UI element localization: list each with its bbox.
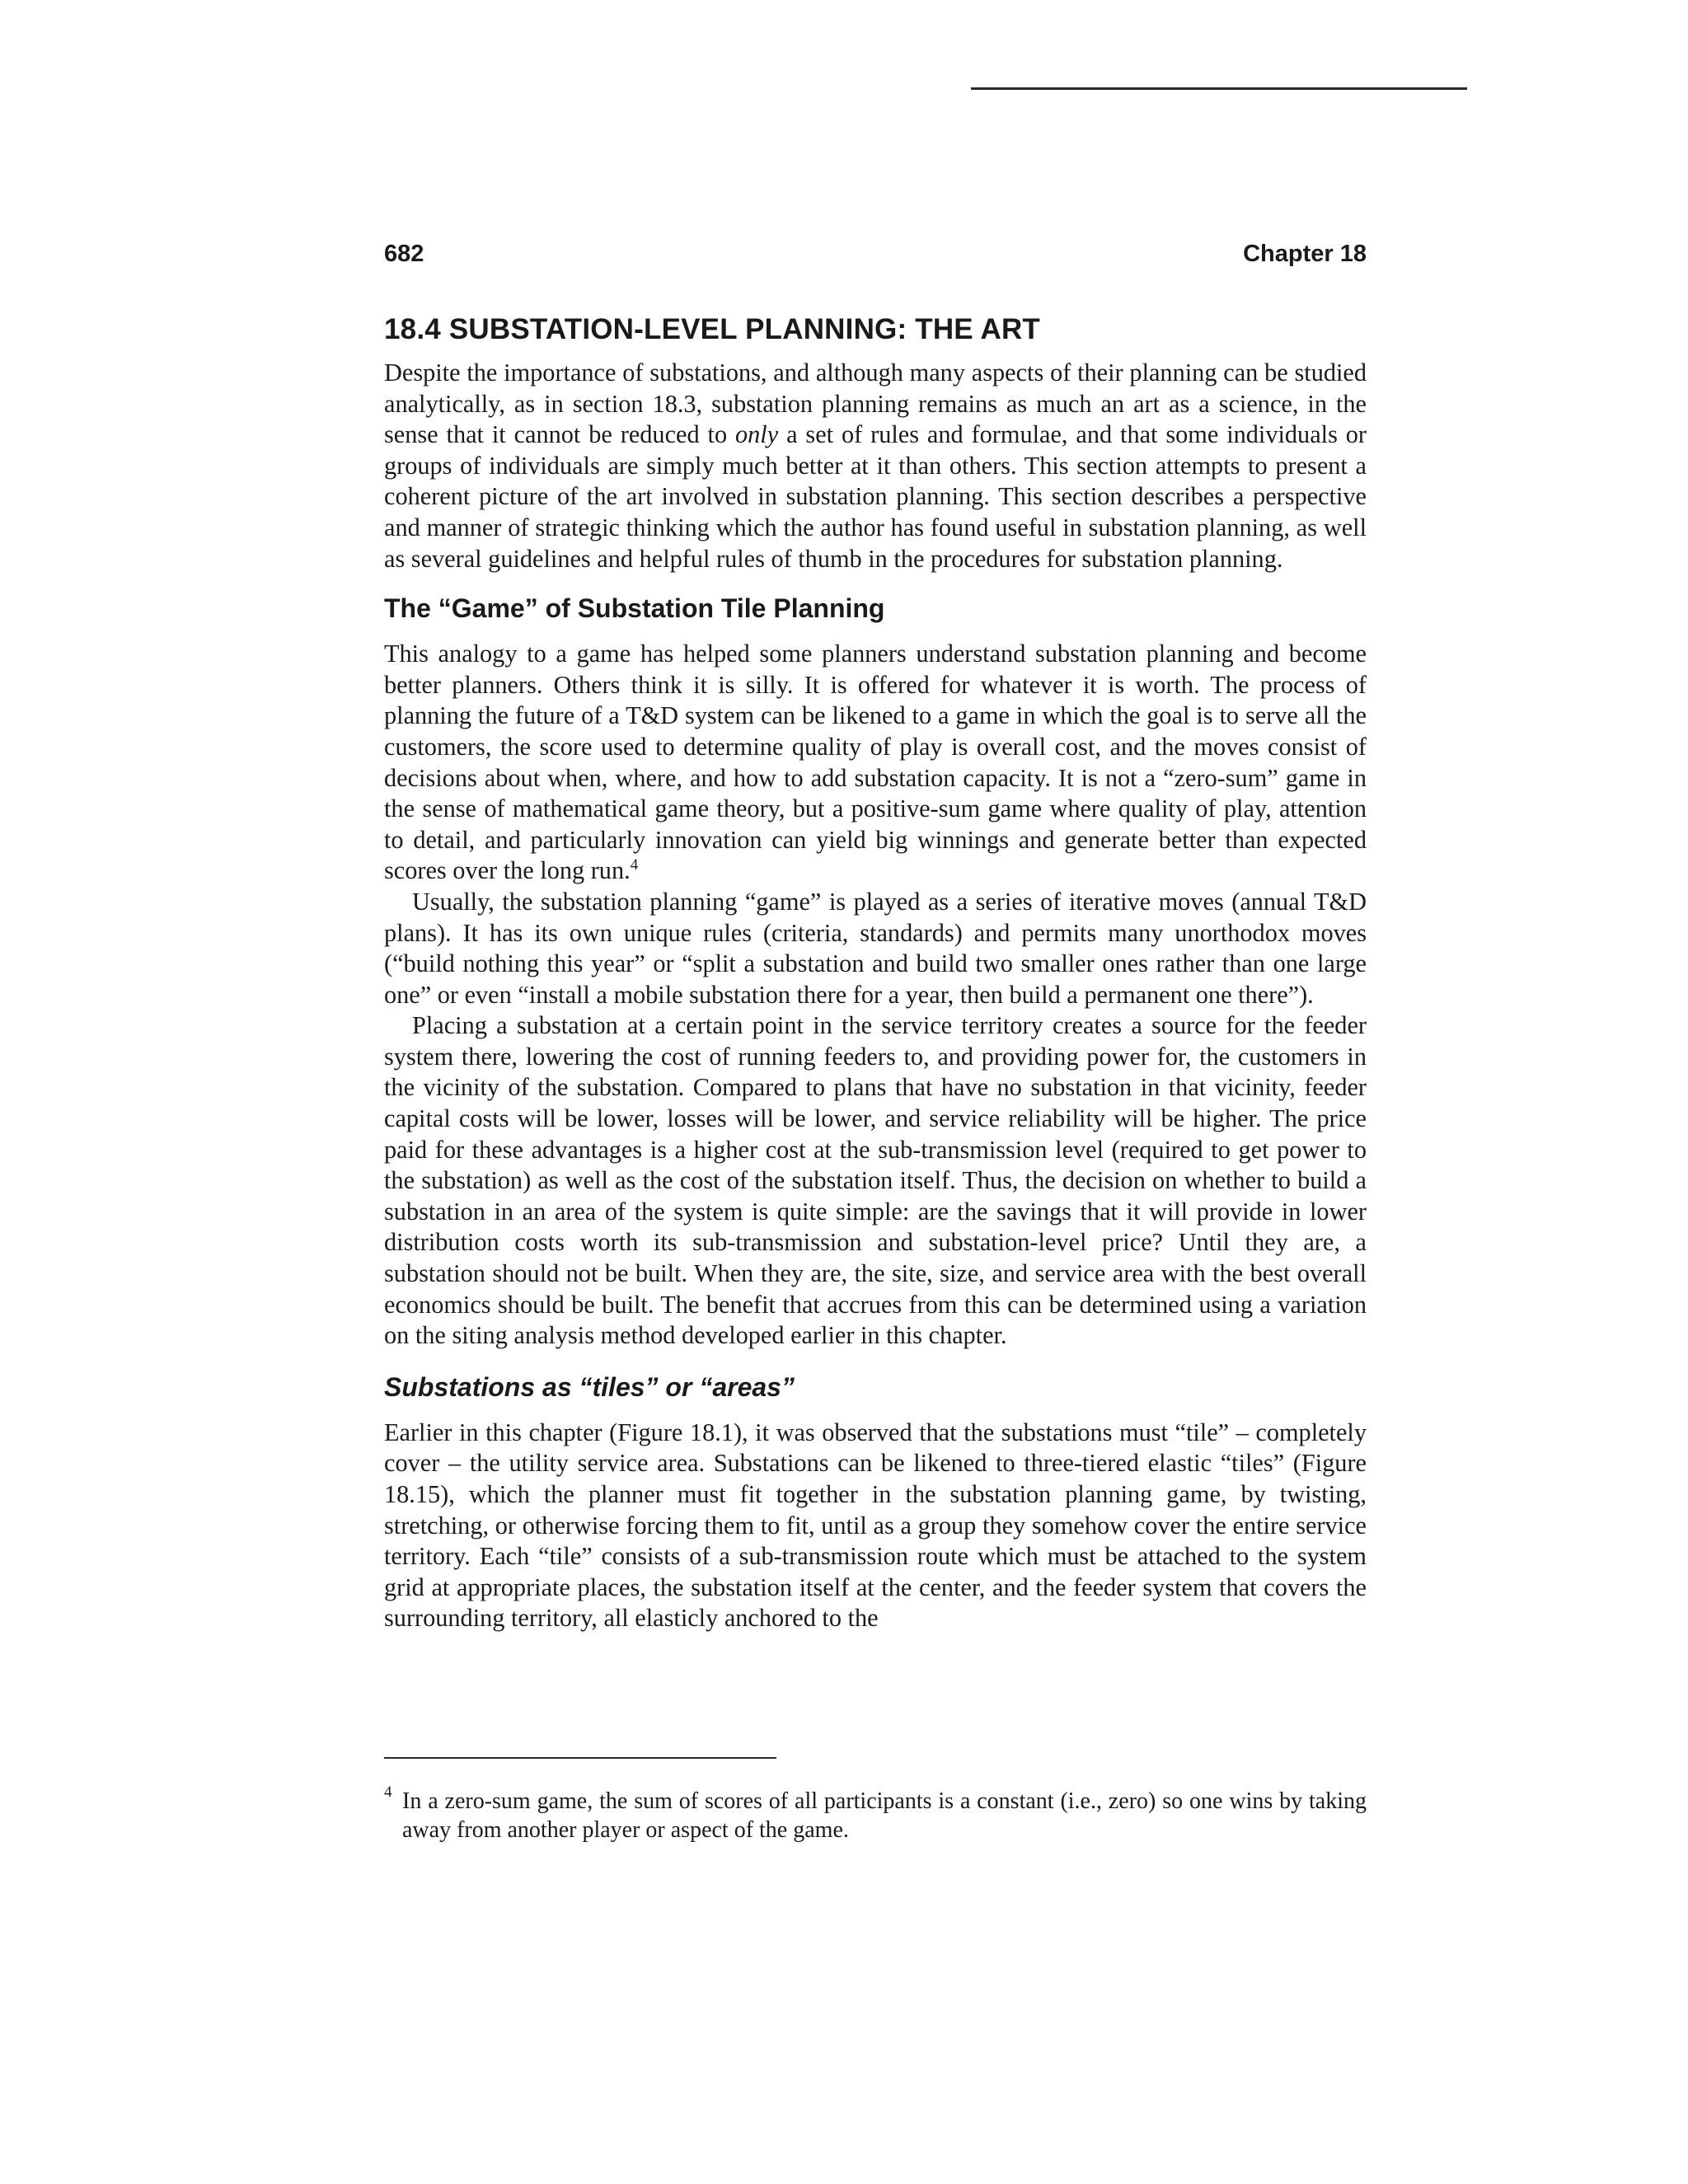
game-paragraph-1-text: This analogy to a game has helped some planners understand substation planning and become better planners. Others think it is silly. It is offered for whatever it is worth. The process of planning the future of a T&D system can be likened to a game in which the goal is to serve all the customers, the score used to determine quality of play is overall cost, and the moves consist of decisions about when, where, and how to add substation capacity. It is not a “zero-sum” game in the sense of mathematical game theory, but a positive-sum game where quality of play, attention to detail, and particularly innovation can yield big winnings and generate better than expected scores over the long run. — [384, 640, 1367, 885]
page-number: 682 — [384, 241, 424, 267]
chapter-label: Chapter 18 — [1243, 241, 1367, 267]
intro-emphasis: only — [735, 420, 779, 449]
footnote-rule — [384, 1757, 776, 1759]
footnote — [384, 1783, 1367, 1844]
footnote-mark: 4 — [384, 1783, 392, 1801]
page-content — [384, 312, 1367, 1634]
footnote-text: In a zero-sum game, the sum of scores of all participants is a constant (i.e., zero) so one wins by taking away from another player or aspect of the game. — [402, 1788, 1367, 1843]
section-intro-paragraph — [384, 358, 1367, 574]
game-paragraph-2: Usually, the substation planning “game” is played as a series of iterative moves (annual T&D plans). It has its own unique rules (criteria, standards) and permits many unorthodox moves (“build nothing this year” or “split a substation and build two smaller ones rather than one large one” or even “install a mobile substation there for a year, then build a permanent one there”). — [384, 887, 1367, 1009]
running-header — [384, 241, 1367, 274]
intro-text-end: a set of rules and formulae, and that some individuals or groups of individuals are simply much better at it than others. This section attempts to present a coherent picture of the art involved in substation planning. This section describes a perspective and manner of strategic thinking which the author has found useful in substation planning, as well as several guidelines and helpful rules of thumb in the procedures for substation planning. — [384, 420, 1367, 573]
intro-text-start: Despite the importance of substations, and although many aspects of their planning can be studied analytically, as in section 18.3, substation planning remains as much an art as a science, in the sense that it cannot be reduced to — [384, 359, 1367, 449]
tiles-subheading: Substations as “tiles” or “areas” — [384, 1371, 795, 1402]
game-paragraph-1 — [384, 639, 1367, 887]
game-paragraph-3: Placing a substation at a certain point in the service territory creates a source for the feeder system there, lowering the cost of running feeders to, and providing power for, the customers in the vicinity of the substation. Compared to plans that have no substation in that vicinity, feeder capital costs will be lower, losses will be lower, and service reliability will be higher. The price paid for these advantages is a higher cost at the sub-transmission level (required to get power to the substation) as well as the cost of the substation itself. Thus, the decision on whether to build a substation in an area of the system is quite simple: are the savings that it will provide in lower distribution costs worth its sub-transmission and substation-level price? Until they are, a substation should not be built. When they are, the site, size, and service area with the best overall economics should be built. The benefit that accrues from this can be determined using a variation on the siting analysis method developed earlier in this chapter. — [384, 1011, 1367, 1350]
game-subheading: The “Game” of Substation Tile Planning — [384, 593, 885, 624]
top-rule — [971, 87, 1467, 90]
section-heading: 18.4 SUBSTATION-LEVEL PLANNING: THE ART — [384, 313, 1041, 345]
tiles-paragraph-1: Earlier in this chapter (Figure 18.1), it was observed that the substations must “tile” – completely cover – the utility service area. Substations can be likened to three-tiered elastic “tiles” (Figure 18.15), which the planner must fit together in the substation planning game, by twisting, stretching, or otherwise forcing them to fit, until as a group they somehow cover the entire service territory. Each “tile” consists of a sub-transmission route which must be attached to the system grid at appropriate places, the substation itself at the center, and the feeder system that covers the surrounding territory, all elasticly anchored to the — [384, 1418, 1367, 1633]
footnote-reference[interactable]: 4 — [630, 856, 639, 874]
